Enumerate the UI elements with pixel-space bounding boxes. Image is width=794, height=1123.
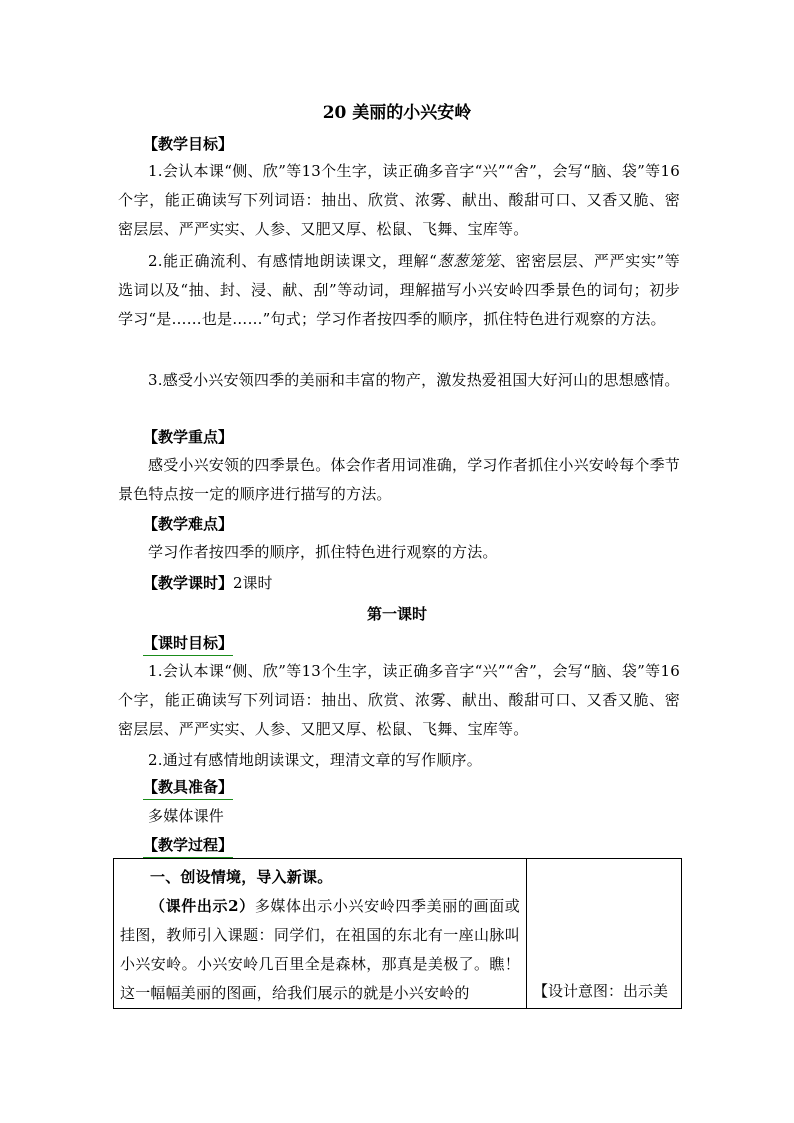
teaching-key-heading: 【教学重点】 (143, 428, 234, 446)
table-row (114, 859, 682, 1009)
goal-2-text-c: 、密密层层、严严实实”等选词以及“抽、封、浸、献、刮”等动词，理解描写小兴安岭四季景色的词句；初步学习“是……也是……”句式；学习作者按四季的顺序，抓住特色进行观察的方法。 (118, 252, 680, 328)
teaching-hours-heading (143, 572, 273, 594)
goal-2-text-a: 2.能正确流利、有感情地朗读课文，理解“ (148, 252, 437, 270)
teaching-process-table (113, 858, 682, 1009)
tools-paragraph: 多媒体课件 (148, 807, 225, 825)
design-note-text: 【设计意图：出示美 (533, 982, 669, 1000)
goal-1-paragraph: 1.会认本课“侧、欣”等13个生字，读正确多音字“兴”“舍”，会写“脑、袋”等16个字，能正确读写下列词语：抽出、欣赏、浓雾、献出、酸甜可口、又香又脆、密密层层、严严实实、人参、又肥又厚、松鼠、飞舞、宝库等。 (118, 162, 680, 238)
process-content-cell (114, 859, 527, 1009)
lesson-1-subtitle: 第一课时 (366, 605, 427, 623)
process-step-paragraph (120, 892, 520, 1008)
tools-heading: 【教具准备】 (143, 776, 233, 800)
lesson-goals-heading: 【课时目标】 (143, 632, 233, 656)
teaching-difficulty-heading: 【教学难点】 (143, 515, 234, 533)
goal-3-paragraph: 3.感受小兴安领四季的美丽和丰富的物产，激发热爱祖国大好河山的思想感情。 (148, 371, 680, 389)
lesson-goal-1-paragraph: 1.会认本课“侧、欣”等13个生字，读正确多音字“兴”“舍”，会写“脑、袋”等16个字，能正确读写下列词语：抽出、欣赏、浓雾、献出、酸甜可口、又香又脆、密密层层、严严实实、人参、又肥又厚、松鼠、飞舞、宝库等。 (118, 662, 680, 738)
teaching-goals-heading: 【教学目标】 (143, 135, 234, 153)
teaching-difficulty-paragraph: 学习作者按四季的顺序，抓住特色进行观察的方法。 (148, 543, 498, 561)
process-step-text: 多媒体出示小兴安岭四季美丽的画面或挂图，教师引入课题：同学们，在祖国的东北有一座山脉叫小兴安岭。小兴安岭几百里全是森林，那真是美极了。瞧！这一幅幅美丽的图画，给我们展示的就是小兴安岭的 (120, 897, 520, 1002)
process-step-heading: 一、创设情境，导入新课。 (150, 868, 333, 886)
teaching-hours-value: 2课时 (233, 574, 273, 592)
document-title: 20 美丽的小兴安岭 (322, 103, 472, 123)
courseware-label: （课件出示2） (150, 897, 255, 915)
teaching-hours-label: 【教学课时】 (143, 574, 234, 592)
lesson-goal-2-paragraph: 2.通过有感情地朗读课文，理清文章的写作顺序。 (148, 751, 482, 769)
teaching-key-paragraph: 感受小兴安领的四季景色。体会作者用词准确，学习作者抓住小兴安岭每个季节景色特点按一定的顺序进行描写的方法。 (118, 456, 681, 503)
process-heading: 【教学过程】 (143, 834, 233, 858)
goal-2-text-b: 葱葱笼笼 (437, 252, 501, 270)
design-note-cell (527, 859, 682, 1009)
goal-2-paragraph (118, 247, 680, 334)
